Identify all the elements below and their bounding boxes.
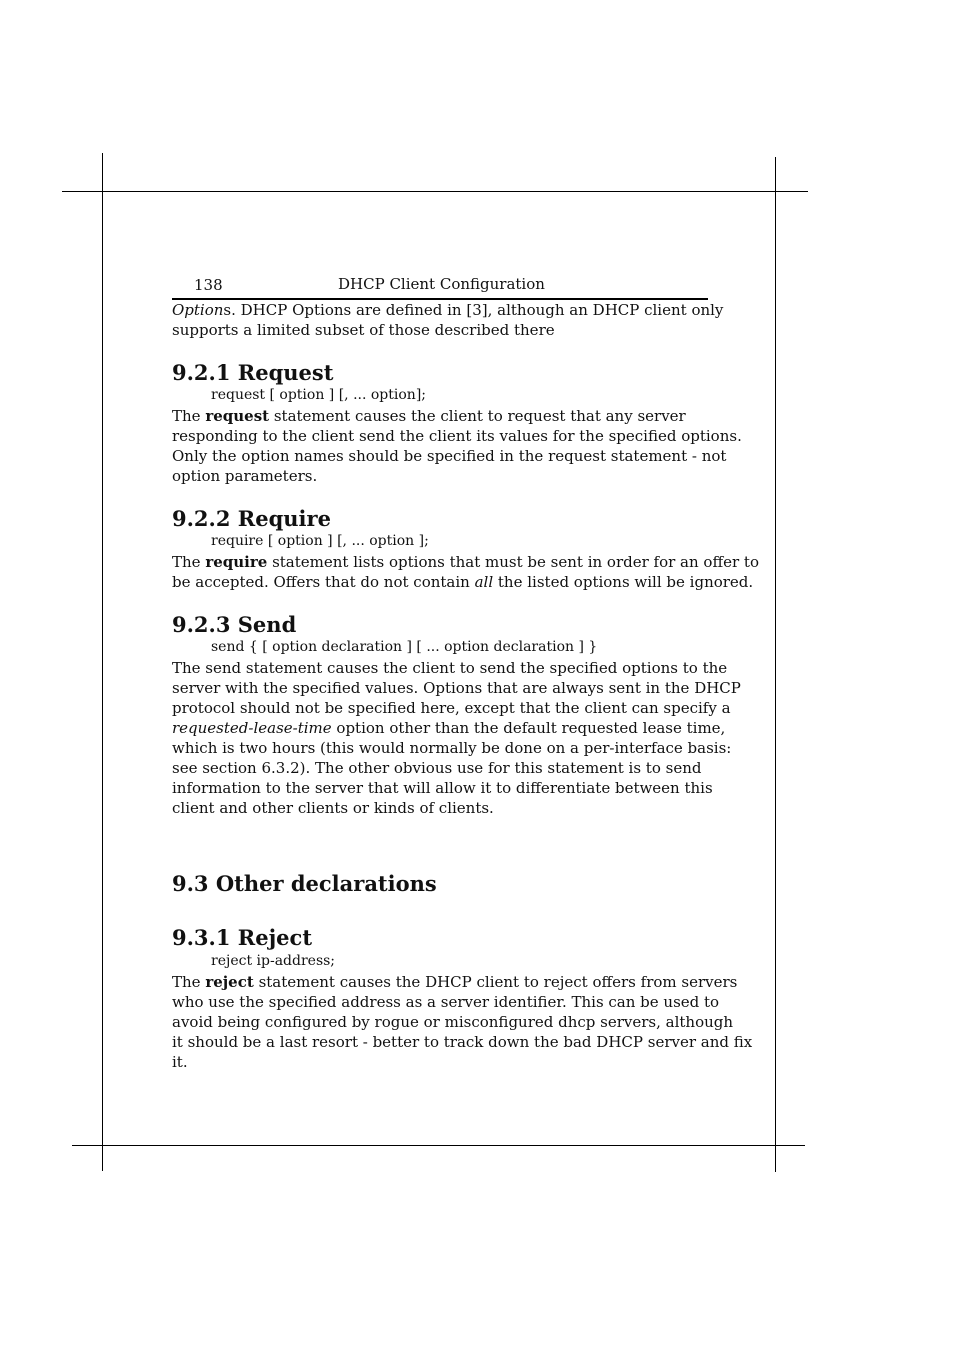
intro-paragraph: Options. DHCP Options are defined in [3], although an DHCP client only supports a limited subset of those described there xyxy=(172,301,724,339)
send-syntax: send { [ option declaration ] [ ... option declaration ] } xyxy=(211,639,598,655)
request-syntax: request [ option ] [, ... option]; xyxy=(211,387,426,403)
section-heading-request: 9.2.1 Request xyxy=(172,360,334,385)
crop-mark-bottom-rule xyxy=(72,1145,805,1146)
section-heading-send: 9.2.3 Send xyxy=(172,612,297,637)
section-heading-other-declarations: 9.3 Other declarations xyxy=(172,871,437,896)
section-heading-require: 9.2.2 Require xyxy=(172,506,331,531)
section-heading-reject: 9.3.1 Reject xyxy=(172,925,313,950)
reject-paragraph: The reject statement causes the DHCP client to reject offers from servers who use the specified address as a server identifier. This can be used to avoid being configured by rogue or misconfigured dhcp servers, although it should be a last resort - better to track down the bad DHCP server and fix it. xyxy=(172,973,753,1071)
intro-italic: Option xyxy=(172,301,224,319)
require-syntax: require [ option ] [, ... option ]; xyxy=(211,533,429,549)
request-paragraph: The request statement causes the client to request that any server responding to the client send the client its values for the specified options. Only the option names should be specified in the request statement - not option parameters. xyxy=(172,407,742,485)
crop-mark-top-left-horizontal xyxy=(62,191,104,192)
page-number: 138 xyxy=(194,276,223,294)
crop-mark-top-right-vertical xyxy=(775,157,776,1172)
crop-mark-top-left-vertical xyxy=(102,153,103,1171)
crop-mark-top-rule xyxy=(102,191,808,192)
reject-syntax: reject ip-address; xyxy=(211,953,336,969)
send-paragraph: The send statement causes the client to send the specified options to the server with the specified values. Options that are always sent in the DHCP protocol should not be specified here, except that the client can specify a requested-lease-time option other than the default requested lease time, which is two hours (this would normally be done on a per-interface basis: see section 6.3.2). The other obvious use for this statement is to send information to the server that will allow it to differentiate between this client and other clients or kinds of clients. xyxy=(172,659,741,817)
require-paragraph: The require statement lists options that must be sent in order for an offer to be accepted. Offers that do not contain all the listed options will be ignored. xyxy=(172,553,759,591)
running-title: DHCP Client Configuration xyxy=(338,275,545,293)
